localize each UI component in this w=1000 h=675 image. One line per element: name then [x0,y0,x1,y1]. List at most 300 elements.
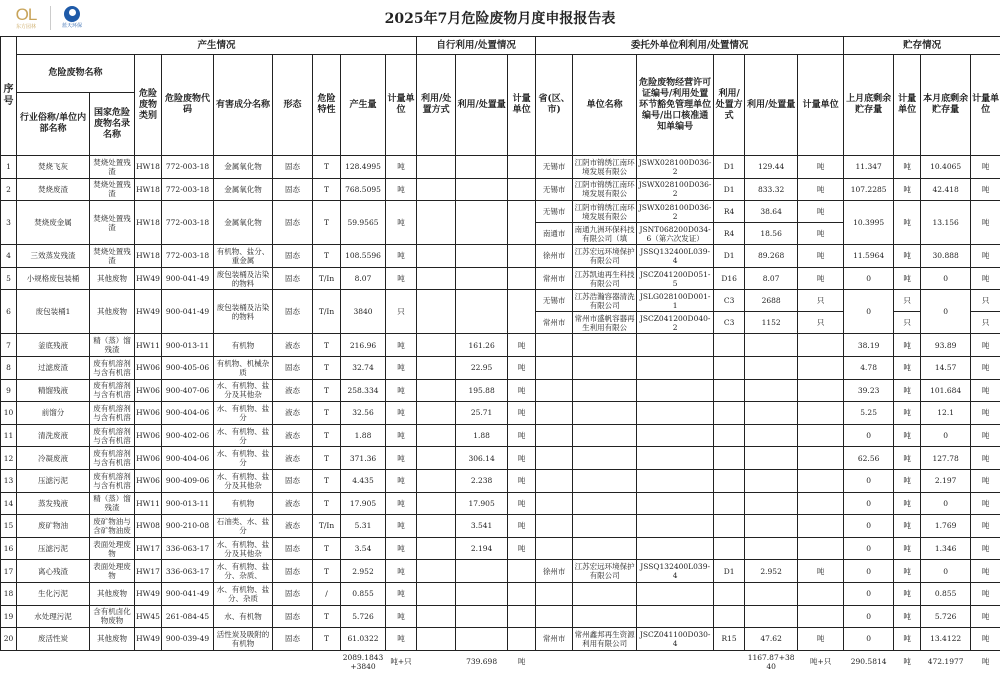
cell-quantity [341,245,386,268]
header-out-method: 利用/处置方式 [714,55,745,156]
cell-hazard [214,156,273,179]
cell-out-license-text: JSSQ132400L039-4 [640,562,710,581]
cell-national-name [90,156,135,179]
cell-out-license [637,582,714,605]
cell-out-qty [745,447,798,470]
cell-out-unit [798,447,844,470]
cell-out-method [714,267,745,290]
cell-self-qty [456,402,508,425]
cell-code [162,156,214,179]
cell-internal-name [17,582,90,605]
cell-hazard [214,447,273,470]
cell-out-city [536,356,573,379]
cell-out-city [536,201,573,223]
cell-hazard-text: 废包装桶及沾染的物料 [216,302,270,321]
cell-prev-unit-text: 吨 [903,218,911,228]
cell-self-qty [456,447,508,470]
cell-cur-unit-text: 吨 [981,385,990,395]
cell-internal-name-text: 水处理污泥 [34,611,72,621]
cell-out-qty-text: 2.952 [760,566,782,576]
cell-property [313,402,341,425]
cell-seq [1,178,17,201]
cell-national-name [90,492,135,515]
cell-internal-name [17,537,90,560]
cell-quantity-text: 108.5596 [345,251,381,261]
cell-unit [386,515,417,538]
cell-out-qty [745,605,798,628]
cell-cur-storage [921,334,971,357]
cell-out-method-text: D16 [721,274,737,284]
cell-out-license-text: JSWX028100D036-2 [638,157,712,176]
cell-hazard [214,582,273,605]
cell-out-city [536,334,573,357]
cell-form [273,402,313,425]
cell-cur-storage-text: 101.684 [930,385,962,395]
cell-seq [1,156,17,179]
cell-cur-storage [921,469,971,492]
cell-out-qty [745,312,798,334]
cell-code [162,290,214,334]
cell-prev-storage [844,334,894,357]
total-prev-storage: 290.5814 [850,657,887,667]
cell-unit [386,424,417,447]
cell-unit [386,267,417,290]
cell-internal-name [17,178,90,201]
cell-national-name [90,447,135,470]
cell-national-name-text: 精（蒸）馏残渣 [93,336,131,355]
cell-form [273,156,313,179]
cell-cur-storage-text: 0 [943,274,949,284]
cell-prev-unit-text: 吨 [903,453,911,463]
cell-code [162,492,214,515]
cell-out-company [573,267,637,290]
cell-quantity [341,402,386,425]
cell-category-text: HW18 [136,162,160,172]
cell-prev-unit-text: 吨 [903,431,911,441]
cell-out-company [573,537,637,560]
cell-self-qty [456,560,508,583]
cell-internal-name-text: 焚烧飞灰 [38,162,68,172]
cell-property [313,515,341,538]
cell-prev-unit [894,379,921,402]
cell-code [162,267,214,290]
cell-property-text: / [325,589,328,599]
cell-self-unit [508,245,536,268]
cell-prev-unit-text: 吨 [903,184,911,194]
cell-cur-unit [971,312,1000,334]
cell-prev-storage [844,290,894,334]
cell-prev-unit-text: 吨 [903,566,911,576]
cell-out-method [714,469,745,492]
cell-seq [1,334,17,357]
cell-cur-storage [921,582,971,605]
cell-form-text: 固态 [285,634,300,644]
cell-quantity-text: 128.4995 [345,162,381,172]
cell-prev-storage [844,515,894,538]
cell-quantity-text: 32.56 [352,408,374,418]
cell-cur-storage-text: 5.726 [934,611,957,621]
cell-cur-unit [971,537,1000,560]
cell-out-license [637,267,714,290]
cell-property [313,537,341,560]
cell-out-company-text: 江阴市锦绣江南环境发展有限公 [574,180,635,199]
cell-code [162,178,214,201]
cell-seq [1,469,17,492]
cell-out-company-text: 江苏浩瀚容器清洗有限公司 [574,291,635,310]
cell-out-unit [798,245,844,268]
cell-code [162,605,214,628]
cell-prev-unit [894,447,921,470]
cell-cur-unit [971,469,1000,492]
cell-prev-storage-text: 0 [866,544,872,554]
cell-prev-unit [894,582,921,605]
cell-out-qty [745,223,798,245]
cell-self-qty [456,515,508,538]
cell-self-qty [456,424,508,447]
cell-internal-name-text: 冷凝废液 [38,453,68,463]
cell-form [273,537,313,560]
cell-national-name [90,356,135,379]
cell-out-method [714,628,745,651]
cell-seq-text: 14 [3,498,14,508]
cell-internal-name-text: 废矿物油 [38,521,68,531]
cell-quantity-text: 2.952 [352,566,374,576]
cell-prev-unit [894,492,921,515]
cell-out-unit [798,201,844,223]
cell-out-qty-text: 18.56 [760,229,782,239]
cell-code [162,537,214,560]
cell-form-text: 固态 [285,251,300,261]
cell-internal-name [17,356,90,379]
cell-self-method [417,356,456,379]
cell-cur-storage [921,447,971,470]
cell-hazard [214,515,273,538]
cell-quantity [341,156,386,179]
cell-out-qty-text: 89.268 [758,251,785,261]
cell-self-method [417,605,456,628]
cell-cur-storage [921,290,971,334]
cell-category-text: HW06 [136,408,160,418]
cell-code-text: 900-013-11 [165,340,210,350]
cell-self-method [417,447,456,470]
cell-category-text: HW49 [136,634,160,644]
cell-category [135,156,162,179]
cell-prev-unit-text: 吨 [903,274,911,284]
table-row [1,334,1000,357]
cell-out-license [637,560,714,583]
cell-out-license-text: JSSQ132400L039-4 [640,246,710,265]
cell-internal-name-text: 精馏残液 [38,385,68,395]
cell-out-company-text: 常州鑫邦再生资源利用有限公司 [574,629,635,648]
cell-cur-unit-text: 吨 [981,476,990,486]
cell-cur-unit [971,515,1000,538]
cell-hazard-text: 有机物、机械杂质 [216,358,270,377]
report-title: 2025年7月危险废物月度申报报告表 [384,11,616,27]
cell-quantity [341,290,386,334]
cell-property-text: T [323,611,329,621]
header-code: 危险废物代码 [162,55,214,156]
cell-prev-storage [844,605,894,628]
cell-unit-text: 吨 [397,589,405,599]
cell-out-unit [798,537,844,560]
cell-out-city-text: 常州市 [542,634,566,644]
cell-cur-storage-text: 1.769 [934,521,957,531]
cell-prev-storage-text: 0 [866,431,872,441]
table-row [1,379,1000,402]
cell-form [273,201,313,245]
cell-out-city [536,469,573,492]
cell-internal-name [17,334,90,357]
cell-internal-name-text: 釜底残液 [38,340,68,350]
cell-prev-unit-text: 吨 [903,476,911,486]
cell-self-qty [456,267,508,290]
cell-unit [386,156,417,179]
cell-out-license [637,223,714,245]
cell-seq-text: 18 [3,589,14,599]
cell-out-method [714,312,745,334]
table-row [1,447,1000,470]
cell-out-license [637,424,714,447]
cell-prev-storage [844,424,894,447]
cell-property [313,290,341,334]
cell-out-unit-text: 吨 [816,566,825,576]
cell-form [273,245,313,268]
cell-property-text: T [323,251,329,261]
cell-out-method [714,290,745,312]
cell-cur-unit-text: 吨 [981,634,990,644]
cell-code [162,515,214,538]
cell-prev-storage-text: 39.23 [857,385,880,395]
cell-cur-unit [971,334,1000,357]
cell-out-city [536,424,573,447]
cell-seq [1,582,17,605]
total-self-unit: 吨 [517,657,526,667]
cell-form-text: 固态 [285,589,300,599]
cell-out-city [536,178,573,201]
cell-self-method [417,334,456,357]
cell-code [162,356,214,379]
cell-cur-storage [921,356,971,379]
cell-out-qty [745,156,798,179]
cell-cur-storage [921,537,971,560]
cell-self-method [417,537,456,560]
cell-cur-storage-text: 0 [943,307,949,317]
cell-quantity-text: 371.36 [349,453,377,463]
cell-prev-storage-text: 0 [866,476,872,486]
cell-cur-storage-text: 30.888 [932,251,959,261]
cell-prev-unit [894,537,921,560]
cell-out-unit [798,356,844,379]
cell-unit [386,492,417,515]
cell-hazard [214,537,273,560]
cell-category [135,537,162,560]
cell-out-city-text: 无锡市 [542,296,566,306]
cell-self-unit [508,424,536,447]
cell-out-company-text: 江苏凯迪再生科技有限公司 [574,269,635,288]
cell-national-name-text: 废矿物油与含矿物油废 [93,516,131,535]
cell-category [135,605,162,628]
cell-self-qty [456,537,508,560]
cell-out-unit [798,223,844,245]
header-out-qty: 利用/处置量 [745,55,798,156]
cell-out-city [536,605,573,628]
cell-cur-storage-text: 1.346 [934,544,957,554]
cell-quantity [341,178,386,201]
cell-seq [1,605,17,628]
cell-out-company [573,402,637,425]
cell-self-method [417,156,456,179]
cell-out-qty [745,379,798,402]
totals-spacer [536,650,745,673]
total-prev-unit: 吨 [903,657,911,667]
cell-cur-unit [971,582,1000,605]
cell-cur-storage [921,245,971,268]
cell-form-text: 固态 [285,184,300,194]
cell-seq [1,290,17,334]
cell-quantity-text: 1.88 [354,431,372,441]
cell-unit-text: 吨 [397,611,405,621]
cell-property [313,582,341,605]
table-row [1,245,1000,268]
cell-category-text: HW17 [136,566,160,576]
cell-self-method [417,515,456,538]
cell-out-unit-text: 吨 [816,207,825,217]
cell-cur-unit-text: 吨 [981,566,990,576]
header-unit: 计量单位 [386,55,417,156]
cell-out-method [714,178,745,201]
cell-national-name [90,582,135,605]
cell-out-qty [745,356,798,379]
cell-self-qty [456,492,508,515]
cell-out-license [637,469,714,492]
cell-self-unit-text: 吨 [517,498,526,508]
cell-cur-unit-text: 只 [981,318,990,328]
cell-self-qty [456,356,508,379]
cell-hazard-text: 水、有机物、盐分 [216,426,270,445]
cell-code-text: 900-407-06 [165,385,210,395]
cell-out-company-text: 南通九洲环保科技有限公司（填 [574,224,635,243]
cell-out-license [637,356,714,379]
cell-form-text: 液态 [285,385,300,395]
cell-code-text: 900-041-49 [165,589,210,599]
cell-out-method [714,245,745,268]
cell-out-company-text: 江阴市锦绣江南环境发展有限公 [574,202,635,221]
cell-out-method [714,515,745,538]
cell-category-text: HW18 [136,184,160,194]
cell-seq-text: 16 [3,544,14,554]
cell-national-name-text: 表面处理废物 [93,539,131,558]
cell-unit [386,290,417,334]
cell-unit-text: 吨 [397,544,405,554]
cell-property [313,201,341,245]
cell-self-qty [456,178,508,201]
cell-out-license-text: JSCZ041100D030-4 [639,629,711,648]
cell-prev-storage-text: 11.347 [855,162,882,172]
cell-prev-storage [844,469,894,492]
cell-prev-unit-text: 吨 [903,544,911,554]
cell-code [162,245,214,268]
cell-hazard-text: 有机物 [231,498,255,508]
cell-out-qty-text: 8.07 [762,274,780,284]
cell-out-company [573,447,637,470]
cell-hazard [214,628,273,651]
cell-out-license-text: JSNT068200D034-6（第六次发证） [639,224,711,243]
table-row [1,628,1000,651]
cell-out-license [637,628,714,651]
cell-out-license-text: JSWX028100D036-2 [638,180,712,199]
cell-self-unit [508,334,536,357]
cell-self-unit [508,267,536,290]
cell-seq-text: 5 [6,274,11,284]
cell-form-text: 固态 [285,307,300,317]
header-national-name: 国家危险废物名录名称 [90,93,135,156]
cell-internal-name-text: 焚烧废金属 [34,218,72,228]
cell-seq-text: 8 [6,363,11,373]
cell-property-text: T [323,566,329,576]
cell-out-unit-text: 只 [816,318,825,328]
cell-category-text: HW11 [136,340,160,350]
cell-national-name [90,469,135,492]
cell-self-method [417,560,456,583]
header-out-company: 单位名称 [573,55,637,156]
cell-out-qty [745,290,798,312]
cell-self-method [417,628,456,651]
cell-out-city [536,245,573,268]
cell-cur-storage-text: 12.1 [937,408,954,418]
cell-code [162,402,214,425]
cell-prev-storage-text: 0 [866,611,872,621]
cell-out-qty [745,469,798,492]
cell-code-text: 900-402-06 [165,431,210,441]
cell-internal-name [17,290,90,334]
cell-quantity [341,605,386,628]
cell-unit [386,582,417,605]
cell-prev-unit [894,356,921,379]
header-out-unit: 计量单位 [798,55,844,156]
cell-self-unit-text: 吨 [517,476,526,486]
cell-self-unit-text: 吨 [517,453,526,463]
cell-self-qty [456,334,508,357]
cell-self-method [417,267,456,290]
cell-property-text: T/In [318,274,335,284]
total-cur-unit: 吨 [981,657,990,667]
cell-out-qty-text: 129.44 [758,162,785,172]
table-row [1,469,1000,492]
cell-out-city [536,447,573,470]
cell-cur-storage [921,402,971,425]
cell-unit [386,605,417,628]
cell-cur-storage-text: 93.89 [934,340,957,350]
cell-self-qty-text: 17.905 [468,498,495,508]
cell-hazard-text: 水、有机物、盐分及其他杂 [216,539,270,558]
cell-category-text: HW49 [136,274,160,284]
cell-self-unit [508,290,536,334]
cell-out-unit-text: 吨 [816,274,825,284]
header-cur-unit: 计量单位 [971,55,1000,156]
cell-out-qty-text: 833.32 [758,184,785,194]
cell-out-license [637,178,714,201]
cell-unit [386,201,417,245]
cell-unit [386,379,417,402]
cell-out-license [637,447,714,470]
cell-out-license [637,402,714,425]
cell-prev-unit-text: 吨 [903,340,911,350]
cell-unit-text: 吨 [397,162,405,172]
cell-national-name-text: 废有机溶剂与含有机溶 [93,449,131,468]
totals-spacer [417,650,456,673]
cell-category [135,628,162,651]
cell-quantity-text: 17.905 [349,498,377,508]
